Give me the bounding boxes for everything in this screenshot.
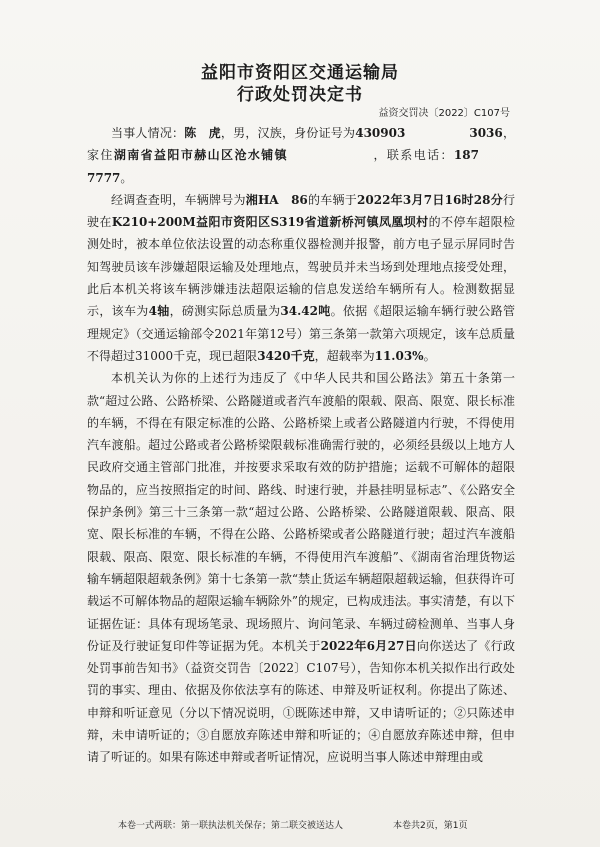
facts-paragraph: 经调查查明，车辆牌号为湘HA 86的车辆于2022年3月7日16时28分行驶在K210+200M益阳市资阳区S319省道新桥河镇凤凰坝村的不停车超限检测处时，被本单位依法设置的动态称重仪器检测并报警，前方电子显示屏同时告知驾驶员该车涉嫌超限运输及处理地点，驾驶员并未当场到处理地点接受处理，此后本机关将该车辆涉嫌违法超限运输的信息发送给车辆所有人。检测数据显示，该车为4轴，磅测实际总质量为34.42吨。依据《超限运输车辆行驶公路管理规定》（交通运输部令2021年第12号）第三条第一款第六项规定，该车总质量不得超过31000千克，现已超限3420千克，超载率为11.03%。 [87, 192, 515, 363]
id-number-prefix: 430903 [355, 126, 406, 140]
measured-weight: 34.42吨 [280, 304, 331, 319]
party-info-paragraph: 当事人情况：陈 虎，男，汉族，身份证号为430903 3036，家住湖南省益阳市赫山区沧水铺镇 ，联系电话：1877777。 [87, 126, 515, 185]
axle-count: 4轴 [148, 304, 170, 319]
agency-title: 益阳市资阳区交通运输局 [201, 63, 399, 83]
excess-weight: 3420千克 [257, 348, 315, 363]
phone-prefix: 187 [453, 148, 479, 163]
footer-page-number: 本卷共2页，第1页 [393, 821, 468, 831]
violation-datetime: 2022年3月7日16时28分 [357, 192, 503, 207]
violation-location: K210+200M益阳市资阳区S319省道新桥河镇凤凰坝村 [111, 215, 429, 230]
party-address: 湖南省益阳市赫山区沧水铺镇 [113, 148, 289, 163]
document-number: 益资交罚决〔2022〕C107号 [378, 108, 510, 119]
document-body [87, 122, 515, 769]
footer-copies-note: 本卷一式两联：第一联执法机关保存；第二联交被送达人 [118, 821, 344, 831]
notice-date: 2022年6月27日 [320, 638, 417, 653]
legal-basis-paragraph: 本机关认为你的上述行为违反了《中华人民共和国公路法》第五十条第一款“超过公路、公路桥梁、公路隧道或者汽车渡船的限载、限高、限宽、限长标准的车辆，不得在有限定标准的公路、公路桥梁上或者公路隧道内行驶，不得使用汽车渡船。超过公路或者公路桥梁限载标准确需行驶的，必须经县级以上地方人民政府交通主管部门批准，并按要求采取有效的防护措施；运载不可解体的超限物品的，应当按照指定的时间、路线、时速行驶，并悬挂明显标志”、《公路安全保护条例》第三十三条第一款“超过公路、公路桥梁、公路隧道限载、限高、限宽、限长标准的车辆，不得在公路、公路桥梁或者公路隧道行驶；超过汽车渡船限载、限高、限宽、限长标准的车辆，不得使用汽车渡船”、《湖南省治理货物运输车辆超限超载条例》第十七条第一款“禁止货运车辆超限超载运输，但获得许可载运不可解体物品的超限运输车辆除外”的规定，已构成违法。事实清楚，有以下证据佐证：具体有现场笔录、现场照片、询问笔录、车辆过磅检测单、当事人身份证及行驶证复印件等证据为凭。本机关于2022年6月27日向你送达了《行政处罚事前告知书》（益资交罚告〔2022〕C107号），告知你本机关拟作出行政处罚的事实、理由、依据及你依法享有的陈述、申辩及听证权利。你提出了陈述、申辩和听证意见（分以下情况说明，①既陈述申辩，又申请听证的；②只陈述申辩，未申请听证的；③自愿放弃陈述申辩和听证的；④自愿放弃陈述申辩，但申请了听证的。如果有陈述申辩或者听证情况，应说明当事人陈述申辩理由或 [87, 371, 515, 765]
phone-suffix: 7777 [87, 170, 121, 185]
plate-number: 湘HA 86 [245, 192, 308, 207]
overload-rate: 11.03% [374, 348, 424, 363]
document-title: 行政处罚决定书 [237, 85, 363, 105]
party-name: 陈 虎 [184, 126, 221, 140]
id-number-suffix: 3036 [469, 126, 503, 140]
